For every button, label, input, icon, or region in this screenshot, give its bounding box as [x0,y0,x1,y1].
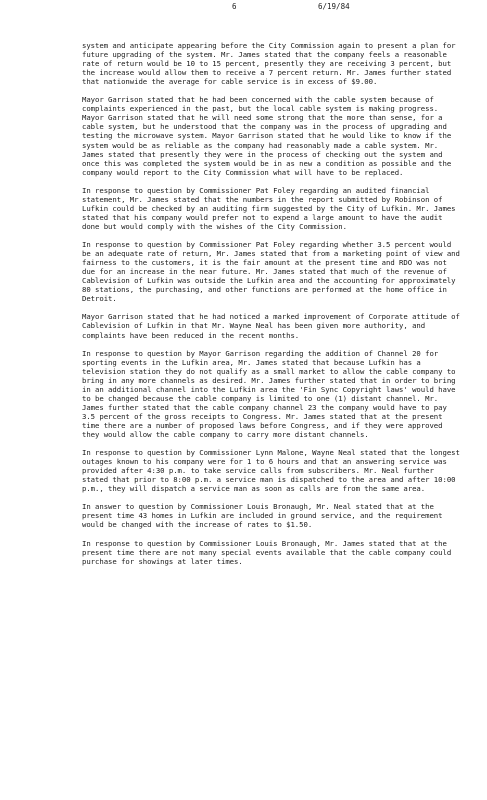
paragraph-channel-addition: In response to question by Mayor Garrison regarding the addition of Channel 20 for sporting events in the Lufkin area, Mr. James stated that because Lufkin has a television station they do not qualify as a small market to allow the cable company to bring in any more channels as desired. Mr. James further stated that in order to bring in an additional channel into the Lufkin area the 'Fin Sync Copyright laws' would have to be changed because the cable company is limited to one (1) distant channel. Mr. James further stated that the cable company channel 23 the company would have to pay 3.5 percent of the gross receipts to Congress. Mr. James stated that at the present time there are a number of proposed laws before Congress, and if they were approved they would allow the cable company to carry more distant channels. [82,348,456,440]
page-header [0,2,487,14]
paragraph-special-events: In response to question by Commissioner Louis Bronaugh, Mr. James stated that at the present time there are not many special events available that the cable company could purchase for showings at later times. [82,538,452,566]
page-number: 6 [232,2,237,11]
minutes-body [82,41,464,566]
page-date: 6/19/84 [318,2,350,11]
paragraph-mayor-system-concerns: Mayor Garrison stated that he had been concerned with the cable system because of complaints experienced in the past, but the local cable system is making progress. Mayor Garrison stated that he will need some strong that the more than sense, for a cable system, but he understood that the company was in the process of upgrading and testing the microwave system. Mayor Garrison stated that he would like to know if the system would be as reliable as the company had reasonably made a cable system. Mr. James stated that presently they were in the process of checking out the system and once this was completed the system would be in as new a condition as possible and the company would report to the City Commission what will have to be replaced. [82,95,452,177]
paragraph-outages-service: In response to question by Commissioner Lynn Malone, Wayne Neal stated that the longest outages known to his company were for 1 to 6 hours and that an answering service was provided after 4:30 p.m. to take service calls from subscribers. Mr. Neal further stated that prior to 8:00 p.m. a service man is dispatched to the area and after 10:00 p.m., they will dispatch a service man as soon as calls are from the same area. [82,448,460,494]
paragraph-corporate-attitude: Mayor Garrison stated that he had noticed a marked improvement of Corporate attitude of Cablevision of Lufkin in that Mr. Wayne Neal has been given more authority, and complaints have been reduced in the recent months. [82,312,460,340]
paragraph-adequate-return: In response to question by Commissioner Pat Foley regarding whether 3.5 percent would be an adequate rate of return, Mr. James stated that from a marketing point of view and fairness to the customers, it is the fair amount at the present time and RDO was not due for an increase in the near future. Mr. James stated that much of the revenue of Cablevision of Lufkin was outside the Lufkin area and the accounting for approximately 80 stations, the purchasing, and other functions are performed at the home office in Detroit. [82,240,460,304]
paragraph-audited-statement: In response to question by Commissioner Pat Foley regarding an audited financial statement, Mr. James stated that the numbers in the report submitted by Robinson of Lufkin could be checked by an auditing firm suggested by the City of Lufkin. Mr. James stated that his company would prefer not to expend a large amount to have the audit done but would comply with the wishes of the City Commission. [82,185,456,231]
paragraph-rate-of-return: system and anticipate appearing before the City Commission again to present a plan for future upgrading of the system. Mr. James stated that the company feels a reasonable rate of return would be 10 to 15 percent, presently they are receiving 3 percent, but the increase would allow them to receive a 7 percent return. Mr. James further stated that nationwide the average for cable service is in excess of $9.00. [82,41,456,87]
paragraph-ground-service: In answer to question by Commissioner Louis Bronaugh, Mr. Neal stated that at the present time 43 homes in Lufkin are included in ground service, and the requirement would be changed with the increase of rates to $1.50. [82,502,443,530]
